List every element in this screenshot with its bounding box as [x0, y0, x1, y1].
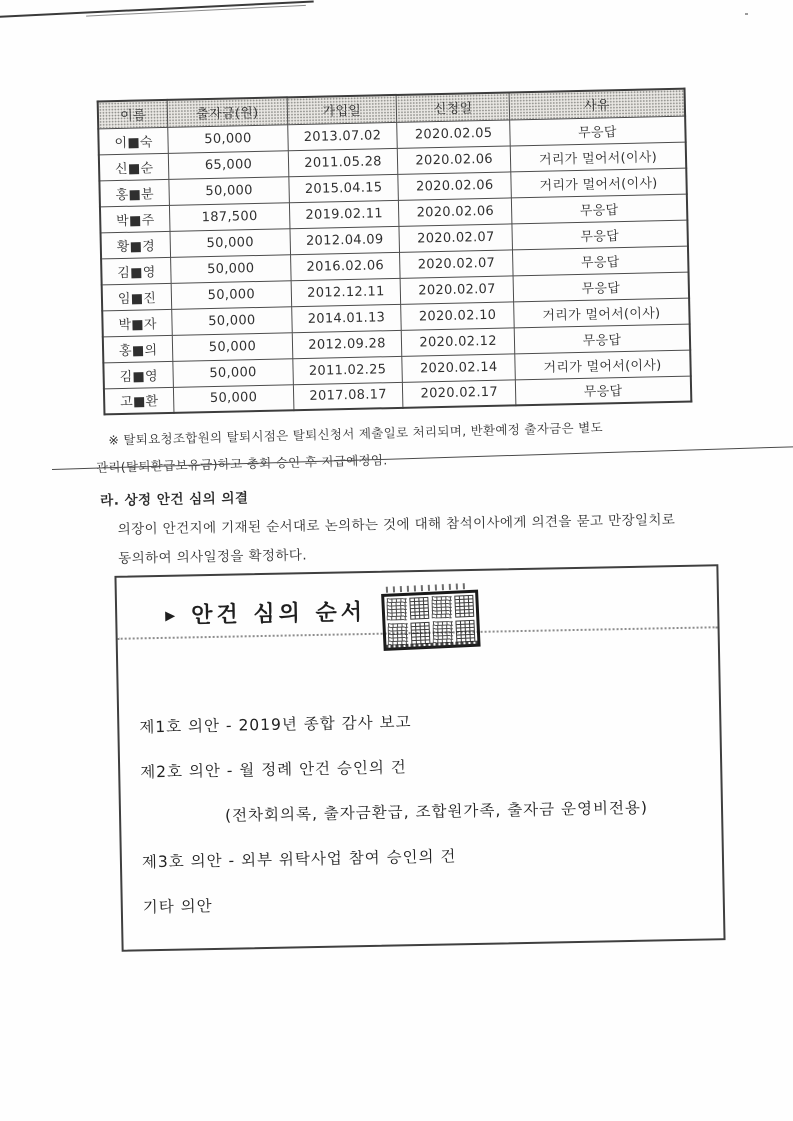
- cell-reason: 거리가 멀어서(이사): [511, 168, 687, 198]
- cell-join-date: 2014.01.13: [291, 304, 401, 332]
- cell-name: 황■경: [101, 231, 171, 259]
- cell-join-date: 2015.04.15: [288, 174, 398, 202]
- col-header-join-date: 가입일: [287, 95, 397, 124]
- scan-artifact-top-edge: [0, 0, 314, 18]
- cell-amount: 50,000: [168, 124, 288, 153]
- agenda-order-box: [114, 564, 725, 952]
- cell-join-date: 2019.02.11: [289, 200, 399, 228]
- cell-amount: 50,000: [171, 254, 291, 283]
- cell-name: 김■영: [101, 257, 171, 285]
- cell-reason: 무응답: [515, 376, 691, 406]
- cell-reason: 거리가 멀어서(이사): [515, 350, 691, 380]
- section-ra-agenda-resolution: [100, 478, 751, 573]
- cell-amount: 50,000: [169, 176, 289, 205]
- agenda-item-etc: 기타 의안: [142, 897, 213, 917]
- agenda-items-list: [139, 695, 703, 931]
- seal-glyph: [410, 622, 430, 645]
- triangle-bullet-icon: ▶: [165, 608, 176, 624]
- section-body-line-1: 의장이 안건지에 기재된 순서대로 논의하는 것에 대해 참석이사에게 의견을 묻고 만장일치로: [117, 511, 676, 538]
- cell-join-date: 2016.02.06: [290, 252, 400, 280]
- cell-amount: 50,000: [172, 306, 292, 335]
- footnote-line-1: ※ 탈퇴요청조합원의 탈퇴시점은 탈퇴신청서 제출일로 처리되며, 반환예정 출자금은 별도: [108, 419, 604, 448]
- withdrawal-table-wrap: [97, 88, 693, 416]
- cell-join-date: 2012.12.11: [291, 278, 401, 306]
- cell-reason: 무응답: [512, 246, 688, 276]
- cell-name: 홍■의: [103, 335, 173, 363]
- cell-join-date: 2012.09.28: [292, 330, 402, 358]
- cell-join-date: 2011.05.28: [288, 148, 398, 176]
- section-heading: 라. 상정 안건 심의 의결: [100, 490, 249, 509]
- cell-request-date: 2020.02.14: [402, 353, 515, 381]
- cell-reason: 무응답: [510, 116, 686, 146]
- cell-reason: 거리가 멀어서(이사): [514, 298, 690, 328]
- cell-name: 박■주: [100, 205, 170, 233]
- withdrawal-members-table: [97, 88, 693, 416]
- cell-amount: 50,000: [171, 280, 291, 309]
- cell-amount: 50,000: [172, 332, 292, 361]
- agenda-item-2: 제2호 의안 - 월 정례 안건 승인의 건: [140, 758, 407, 782]
- agenda-item-1: 제1호 의안 - 2019년 종합 감사 보고: [139, 713, 412, 737]
- agenda-box-title: [165, 595, 366, 630]
- table-footnote: [95, 411, 716, 481]
- cell-reason: 무응답: [514, 324, 690, 354]
- cell-reason: 무응답: [513, 272, 689, 302]
- stamp-top-noise: [386, 583, 470, 593]
- seal-glyph: [409, 597, 429, 620]
- official-seal-stamp: [381, 590, 480, 651]
- cell-request-date: 2020.02.12: [402, 327, 515, 355]
- agenda-box-title-text: 안건 심의 순서: [190, 600, 367, 629]
- cell-name: 임■진: [102, 283, 172, 311]
- agenda-item-2-detail: (전차회의록, 출자금환급, 조합원가족, 출자금 운영비전용): [224, 798, 649, 825]
- cell-request-date: 2020.02.06: [399, 197, 512, 225]
- col-header-name: 이름: [98, 100, 168, 129]
- cell-name: 김■영: [103, 361, 173, 389]
- cell-request-date: 2020.02.05: [397, 119, 510, 147]
- cell-amount: 50,000: [170, 228, 290, 257]
- cell-request-date: 2020.02.10: [401, 301, 514, 329]
- seal-glyph: [454, 595, 474, 618]
- col-header-request-date: 신청일: [396, 92, 509, 121]
- cell-amount: 65,000: [168, 150, 288, 179]
- cell-name: 박■자: [102, 309, 172, 337]
- cell-request-date: 2020.02.07: [399, 223, 512, 251]
- cell-join-date: 2012.04.09: [290, 226, 400, 254]
- seal-glyph: [433, 621, 453, 643]
- cell-request-date: 2020.02.17: [403, 379, 516, 407]
- col-header-reason: 사유: [509, 89, 685, 120]
- cell-reason: 거리가 멀어서(이사): [510, 142, 686, 172]
- cell-amount: 50,000: [173, 358, 293, 387]
- seal-glyph: [432, 596, 452, 618]
- cell-request-date: 2020.02.07: [400, 275, 513, 303]
- cell-reason: 무응답: [511, 194, 687, 224]
- col-header-amount: 출자금(원): [167, 97, 287, 127]
- cell-name: 홍■분: [99, 179, 169, 207]
- cell-amount: 187,500: [170, 202, 290, 231]
- cell-reason: 무응답: [512, 220, 688, 250]
- footnote-line-2: 관리(탈퇴환급보유금)하고 총회 승인 후 지급예정임.: [95, 452, 388, 475]
- cell-request-date: 2020.02.07: [400, 249, 513, 277]
- scan-noise-speck: [745, 13, 748, 15]
- cell-request-date: 2020.02.06: [398, 171, 511, 199]
- cell-join-date: 2017.08.17: [293, 382, 403, 410]
- section-body-line-2: 동의하여 의사일정을 확정하다.: [118, 546, 308, 567]
- cell-join-date: 2013.07.02: [287, 122, 397, 150]
- agenda-item-3: 제3호 의안 - 외부 위탁사업 참여 승인의 건: [141, 847, 457, 872]
- seal-glyph: [388, 623, 408, 645]
- cell-name: 이■숙: [98, 127, 168, 155]
- cell-amount: 50,000: [174, 384, 294, 413]
- cell-request-date: 2020.02.06: [398, 145, 511, 173]
- seal-glyph: [455, 620, 475, 643]
- cell-name: 신■순: [99, 153, 169, 181]
- cell-join-date: 2011.02.25: [292, 356, 402, 384]
- seal-glyph: [387, 598, 407, 620]
- cell-name: 고■환: [104, 387, 174, 415]
